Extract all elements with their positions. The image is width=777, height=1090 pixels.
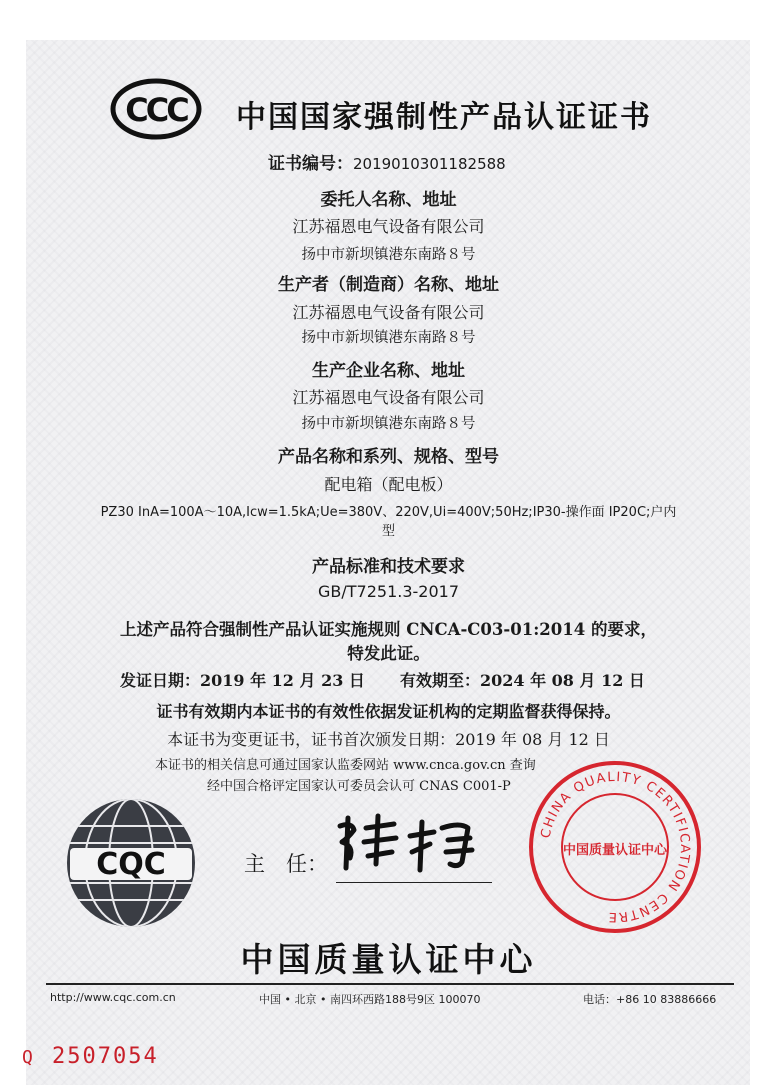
valid-until: 有效期至：2024 年 08 月 12 日 <box>400 671 645 690</box>
certificate-number-label: 证书编号： <box>268 154 353 174</box>
director-label: 主 任： <box>244 852 328 876</box>
factory-name: 江苏福恩电气设备有限公司 <box>292 388 485 407</box>
standard-value: GB/T7251.3-2017 <box>317 582 459 601</box>
certificate-number: 2019010301182588 <box>353 155 506 173</box>
seal-outer-text: CHINA QUALITY CERTIFICATION CENTRE <box>538 769 693 925</box>
product-heading: 产品名称和系列、规格、型号 <box>278 447 499 467</box>
factory-heading: 生产企业名称、地址 <box>312 361 465 381</box>
change-note: 本证书为变更证书，证书首次颁发日期：2019 年 08 月 12 日 <box>167 730 610 749</box>
ccc-logo-text: CCC <box>125 91 187 129</box>
certificate-number-row <box>268 149 506 174</box>
director-signature <box>330 808 500 880</box>
factory-address: 扬中市新坝镇港东南路８号 <box>301 416 476 432</box>
validity-note: 证书有效期内本证书的有效性依据发证机构的定期监督获得保持。 <box>156 702 621 721</box>
issue-date: 发证日期：2019 年 12 月 23 日 <box>120 671 365 690</box>
standard-heading: 产品标准和技术要求 <box>312 557 465 577</box>
applicant-name: 江苏福恩电气设备有限公司 <box>292 217 485 236</box>
serial-prefix: Q <box>22 1047 35 1068</box>
accreditation-note: 经中国合格评定国家认可委员会认可 CNAS C001-P <box>207 779 511 794</box>
ccc-logo <box>110 78 202 140</box>
signature-line <box>336 882 492 883</box>
manufacturer-heading: 生产者（制造商）名称、地址 <box>278 275 499 295</box>
applicant-heading: 委托人名称、地址 <box>320 190 457 210</box>
footer-website: http://www.cqc.com.cn <box>50 991 176 1004</box>
manufacturer-address: 扬中市新坝镇港东南路８号 <box>301 330 476 346</box>
official-seal <box>526 758 704 936</box>
conformity-line1: 上述产品符合强制性产品认证实施规则 CNCA-C03-01:2014 的要求， <box>120 620 657 639</box>
serial-number: 2507054 <box>52 1044 159 1069</box>
product-spec-line2: 型 <box>381 524 395 539</box>
manufacturer-name: 江苏福恩电气设备有限公司 <box>292 303 485 322</box>
footer-rule <box>46 983 734 985</box>
cqc-logo-text: CQC <box>96 847 166 882</box>
conformity-line2: 特发此证。 <box>347 644 430 663</box>
certificate-title: 中国国家强制性产品认证证书 <box>236 100 652 135</box>
product-spec-line1: PZ30 InA=100A～10A,Icw=1.5kA;Ue=380V、220V,Ui=400V;50Hz;IP30-操作面 IP20C;户内 <box>100 505 677 520</box>
cqc-logo <box>64 796 198 930</box>
footer-phone: 电话：+86 10 83886666 <box>583 993 717 1006</box>
product-name: 配电箱（配电板） <box>324 475 453 494</box>
seal-inner-text: 中国质量认证中心 <box>562 843 668 858</box>
query-note: 本证书的相关信息可通过国家认监委网站 www.cnca.gov.cn 查询 <box>155 758 536 773</box>
issuer-name: 中国质量认证中心 <box>240 940 537 979</box>
applicant-address: 扬中市新坝镇港东南路８号 <box>301 247 476 263</box>
footer-address: 中国 • 北京 • 南四环西路188号9区 100070 <box>259 993 481 1006</box>
